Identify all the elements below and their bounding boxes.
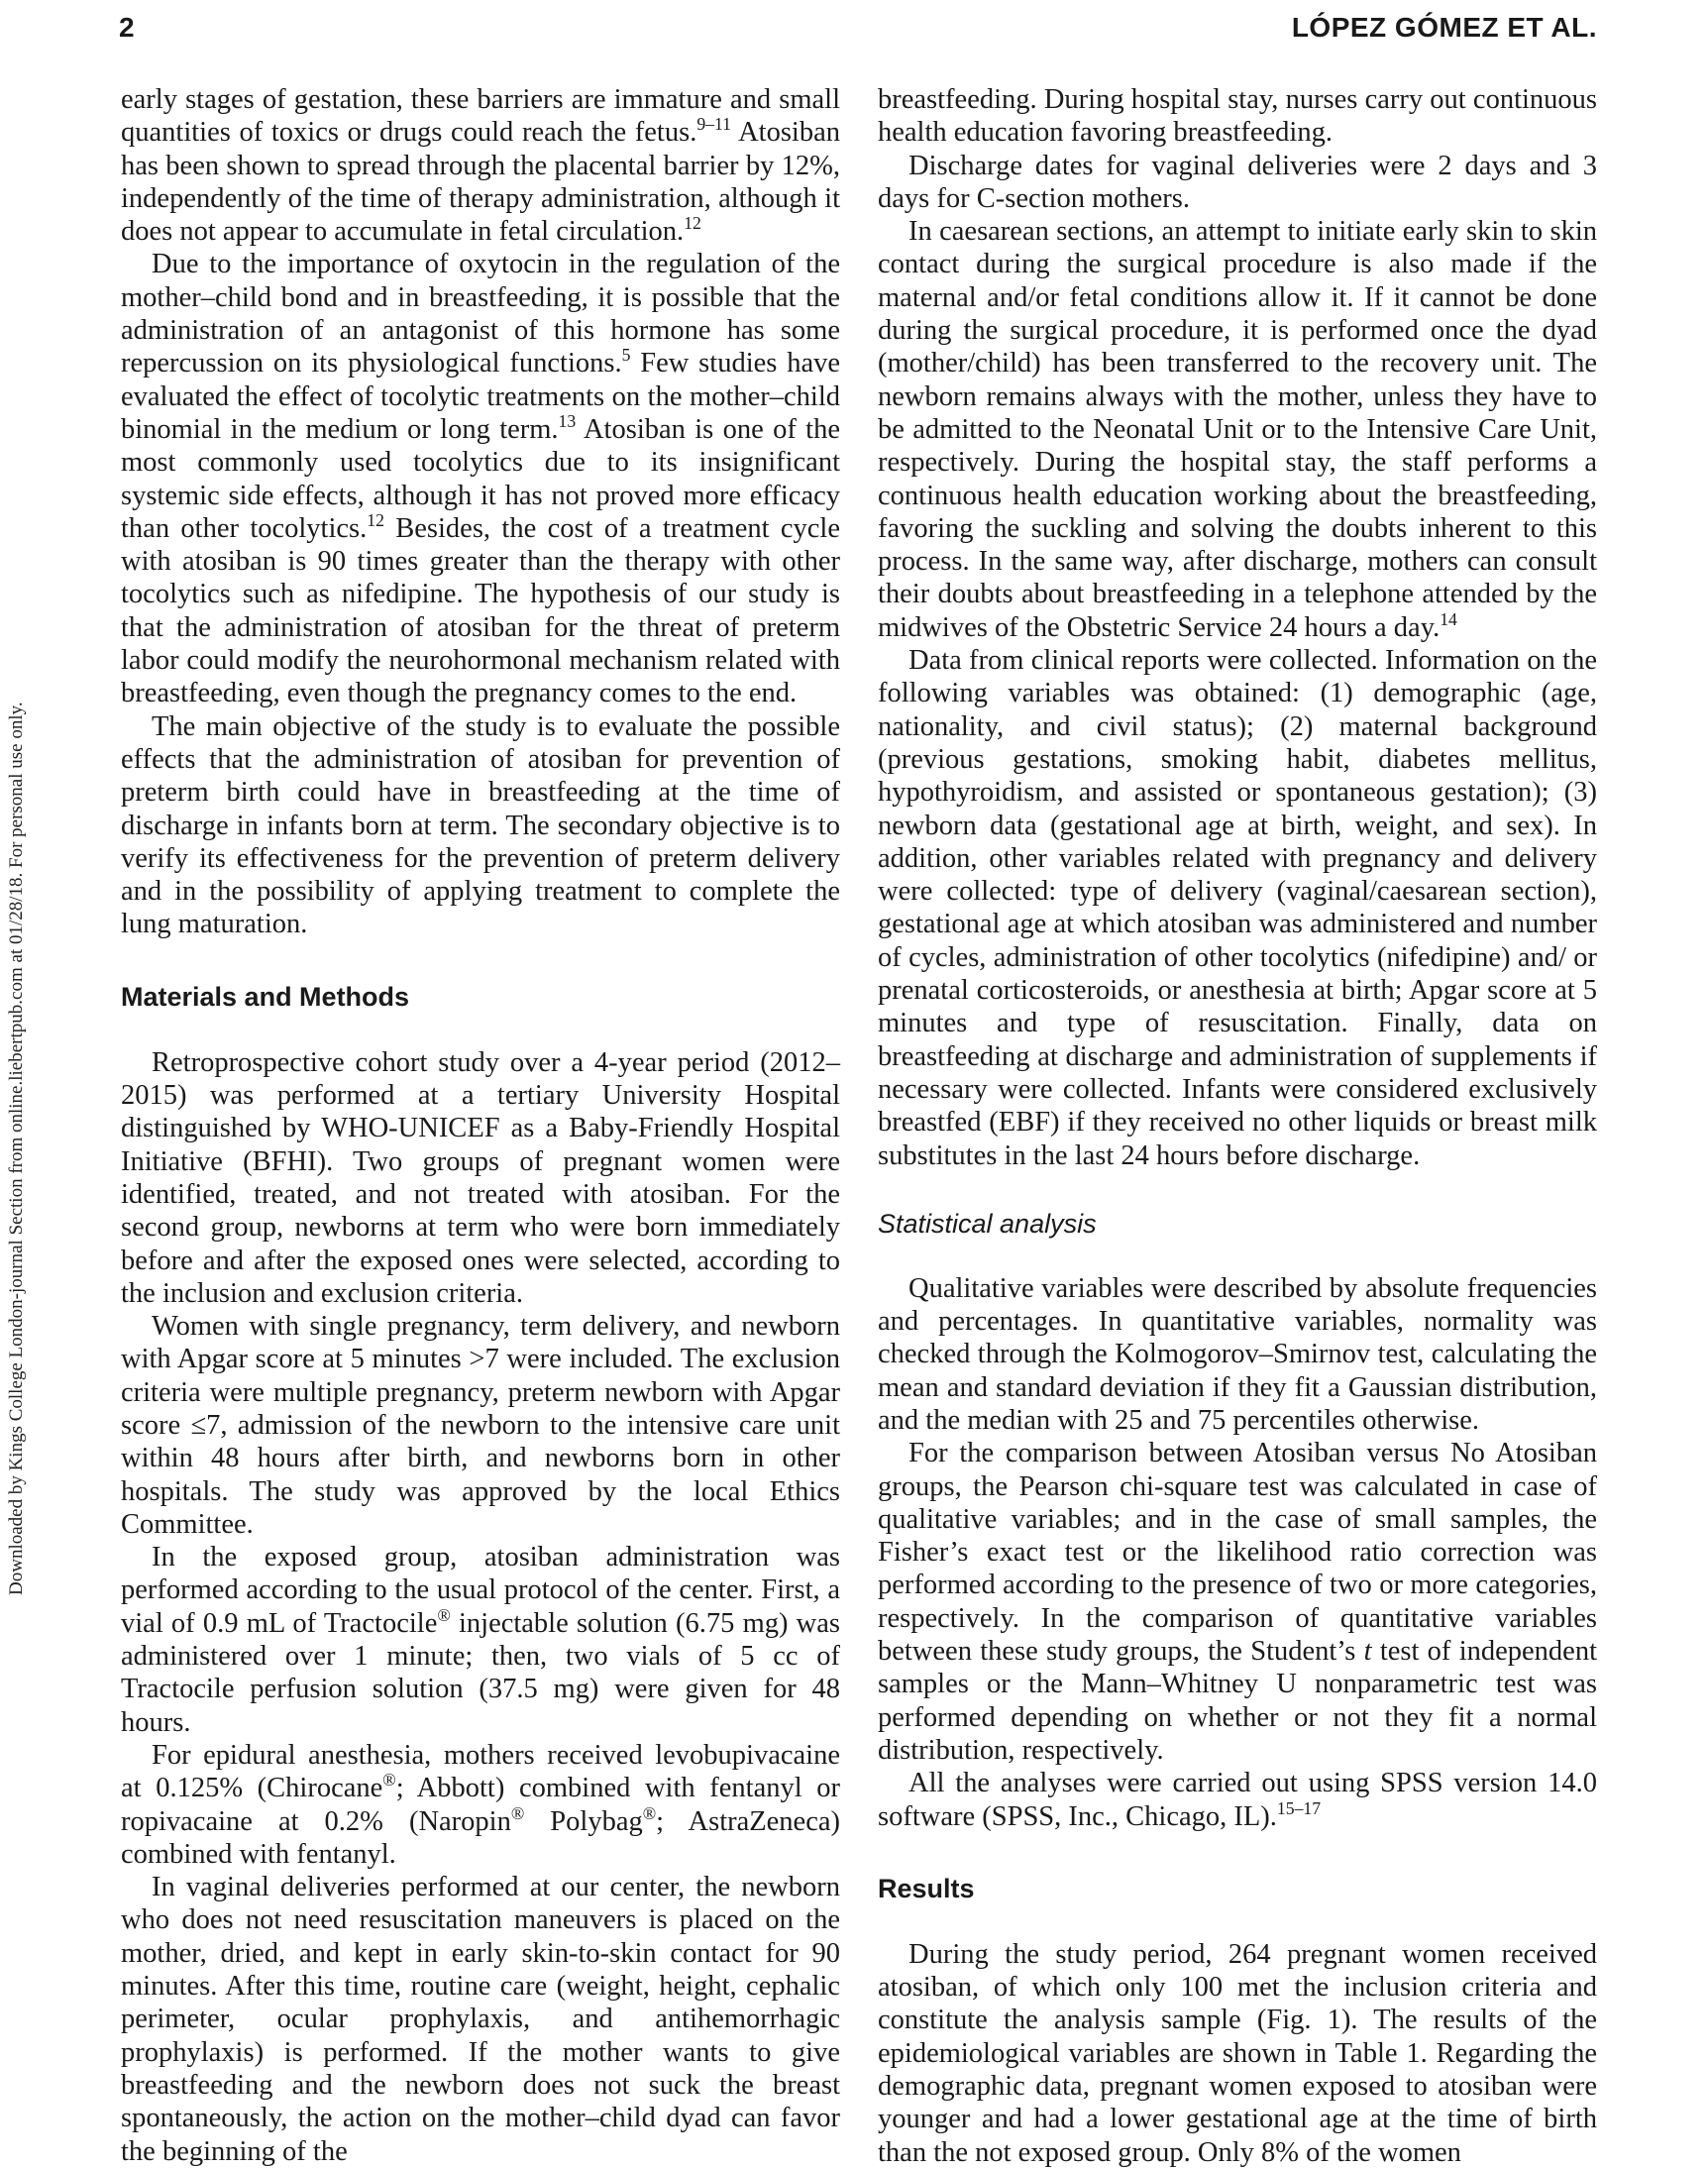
paragraph: In the exposed group, atosiban administration was performed according to the usual protocol of the center. First, a vial of 0.9 mL of Tractocile® injectable solution (6.75 mg) was administered over 1 minute; then, two vials of 5 cc of Tractocile perfusion solution (37.5 mg) were given for 48 hours. [121,1542,840,1738]
paragraph: Qualitative variables were described by absolute frequencies and percentages. In quantitative variables, normality was checked through the Kolmogorov–Smirnov test, calculating the mean and standard deviation if they fit a Gaussian distribution, and the median with 25 and 75 percentiles otherwise. [878,1272,1597,1436]
section-heading-methods: Materials and Methods [121,981,410,1012]
paragraph: Retroprospective cohort study over a 4-year period (2012–2015) was performed at a tertiary University Hospital distinguished by WHO-UNICEF as a Baby-Friendly Hospital Initiative (BFHI). Two groups of pregnant women were identified, treated, and not treated with atosiban. For the second group, newborns at term who were born immediately before and after the exposed ones were selected, according to the inclusion and exclusion criteria. [121,1046,840,1309]
left-column [121,83,840,2168]
paragraph: For epidural anesthesia, mothers received levobupivacaine at 0.125% (Chirocane®; Abbott) combined with fentanyl or ropivacaine at 0.2% (Naropin® Polybag®; AstraZeneca) combined with fentanyl. [121,1739,840,1870]
paragraph: For the comparison between Atosiban versus No Atosiban groups, the Pearson chi-square test was calculated in case of qualitative variables; and in the case of small samples, the Fisher’s exact test or the likelihood ratio correction was performed according to the presence of two or more categories, respectively. In the comparison of quantitative variables between these study groups, the Student’s t test of independent samples or the Mann–Whitney U nonparametric test was performed depending on whether or not they fit a normal distribution, respectively. [878,1438,1597,1766]
running-head: LÓPEZ GÓMEZ ET AL. [1291,12,1597,43]
download-watermark: Downloaded by Kings College London-journal Section from online.liebertpub.com at 01/28/18. For personal use only. [6,702,27,1595]
paragraph: In vaginal deliveries performed at our center, the newborn who does not need resuscitation maneuvers is placed on the mother, dried, and kept in early skin-to-skin contact for 90 minutes. After this time, routine care (weight, height, cephalic perimeter, ocular prophylaxis, and antihemorrhagic prophylaxis) is performed. If the mother wants to give breastfeeding and the newborn does not suck the breast spontaneously, the action on the mother–child dyad can favor the beginning of the [121,1872,840,2167]
page-number: 2 [119,12,135,43]
paragraph: In caesarean sections, an attempt to initiate early skin to skin contact during the surgical procedure is also made if the maternal and/or fetal conditions allow it. If it cannot be done during the surgical procedure, it is performed once the dyad (mother/child) has been transferred to the recovery unit. The newborn remains always with the mother, unless they have to be admitted to the Neonatal Unit or to the Intensive Care Unit, respectively. During the hospital stay, the staff performs a continuous health education working about the breastfeeding, favoring the suckling and solving the doubts inherent to this process. In the same way, after discharge, mothers can consult their doubts about breastfeeding in a telephone attended by the midwives of the Obstetric Service 24 hours a day.$^{14}$ [878,216,1597,643]
paragraph: Women with single pregnancy, term delivery, and newborn with Apgar score at 5 minutes >7 were included. The exclusion criteria were multiple pregnancy, preterm newborn with Apgar score ≤7, admission of the newborn to the intensive care unit within 48 hours after birth, and newborns born in other hospitals. The study was approved by the local Ethics Committee. [121,1311,840,1540]
paragraph: Discharge dates for vaginal deliveries were 2 days and 3 days for C-section mothers. [878,150,1597,214]
paragraph: During the study period, 264 pregnant women received atosiban, of which only 100 met the inclusion criteria and constitute the analysis sample (Fig. 1). The results of the epidemiological variables are shown in Table 1. Regarding the demographic data, pregnant women exposed to atosiban were younger and had a lower gestational age at the time of birth than the not exposed group. Only 8% of the women [878,1938,1597,2168]
section-heading-results: Results [878,1873,975,1903]
paragraph: breastfeeding. During hospital stay, nurses carry out continuous health education favoring breastfeeding. [878,84,1597,149]
right-column [878,83,1597,2169]
paragraph: early stages of gestation, these barriers are immature and small quantities of toxics or drugs could reach the fetus.$^{9-11}$ Atosiban has been shown to spread through the placental barrier by 12%, independently of the time of therapy administration, although it does not appear to accumulate in fetal circulation.$^{12}$ [121,84,840,248]
paragraph: Due to the importance of oxytocin in the regulation of the mother–child bond and in breastfeeding, it is possible that the administration of an antagonist of this hormone has some repercussion on its physiological functions.$^5$ Few studies have evaluated the effect of tocolytic treatments on the mother–child binomial in the medium or long term.$^{13}$ Atosiban is one of the most commonly used tocolytics due to its insignificant systemic side effects, although it has not proved more efficacy than other tocolytics.$^{12}$ Besides, the cost of a treatment cycle with atosiban is 90 times greater than the therapy with other tocolytics such as nifedipine. The hypothesis of our study is that the administration of atosiban for the threat of preterm labor could modify the neurohormonal mechanism related with breastfeeding, even though the pregnancy comes to the end. [121,249,840,709]
paragraph: The main objective of the study is to evaluate the possible effects that the administration of atosiban for prevention of preterm birth could have in breastfeeding at the time of discharge in infants born at term. The secondary objective is to verify its effectiveness for the prevention of preterm delivery and in the possibility of applying treatment to complete the lung maturation. [121,710,840,940]
subsection-heading-statistics: Statistical analysis [878,1208,1097,1239]
paragraph: Data from clinical reports were collected. Information on the following variables was obtained: (1) demographic (age, nationality, and civil status); (2) maternal background (previous gestations, smoking habit, diabetes mellitus, hypothyroidism, and assisted or spontaneous gestation); (3) newborn data (gestational age at birth, weight, and sex). In addition, other variables related with pregnancy and delivery were collected: type of delivery (vaginal/caesarean section), gestational age at which atosiban was administered and number of cycles, administration of other tocolytics (nifedipine) and/ or prenatal corticosteroids, or anesthesia at birth; Apgar score at 5 minutes and type of resuscitation. Finally, data on breastfeeding at discharge and administration of supplements if necessary were collected. Infants were considered exclusively breastfed (EBF) if they received no other liquids or breast milk substitutes in the last 24 hours before discharge. [878,645,1597,1171]
paragraph: All the analyses were carried out using SPSS version 14.0 software (SPSS, Inc., Chicago, IL).$^{15-17}$ [878,1768,1597,1832]
